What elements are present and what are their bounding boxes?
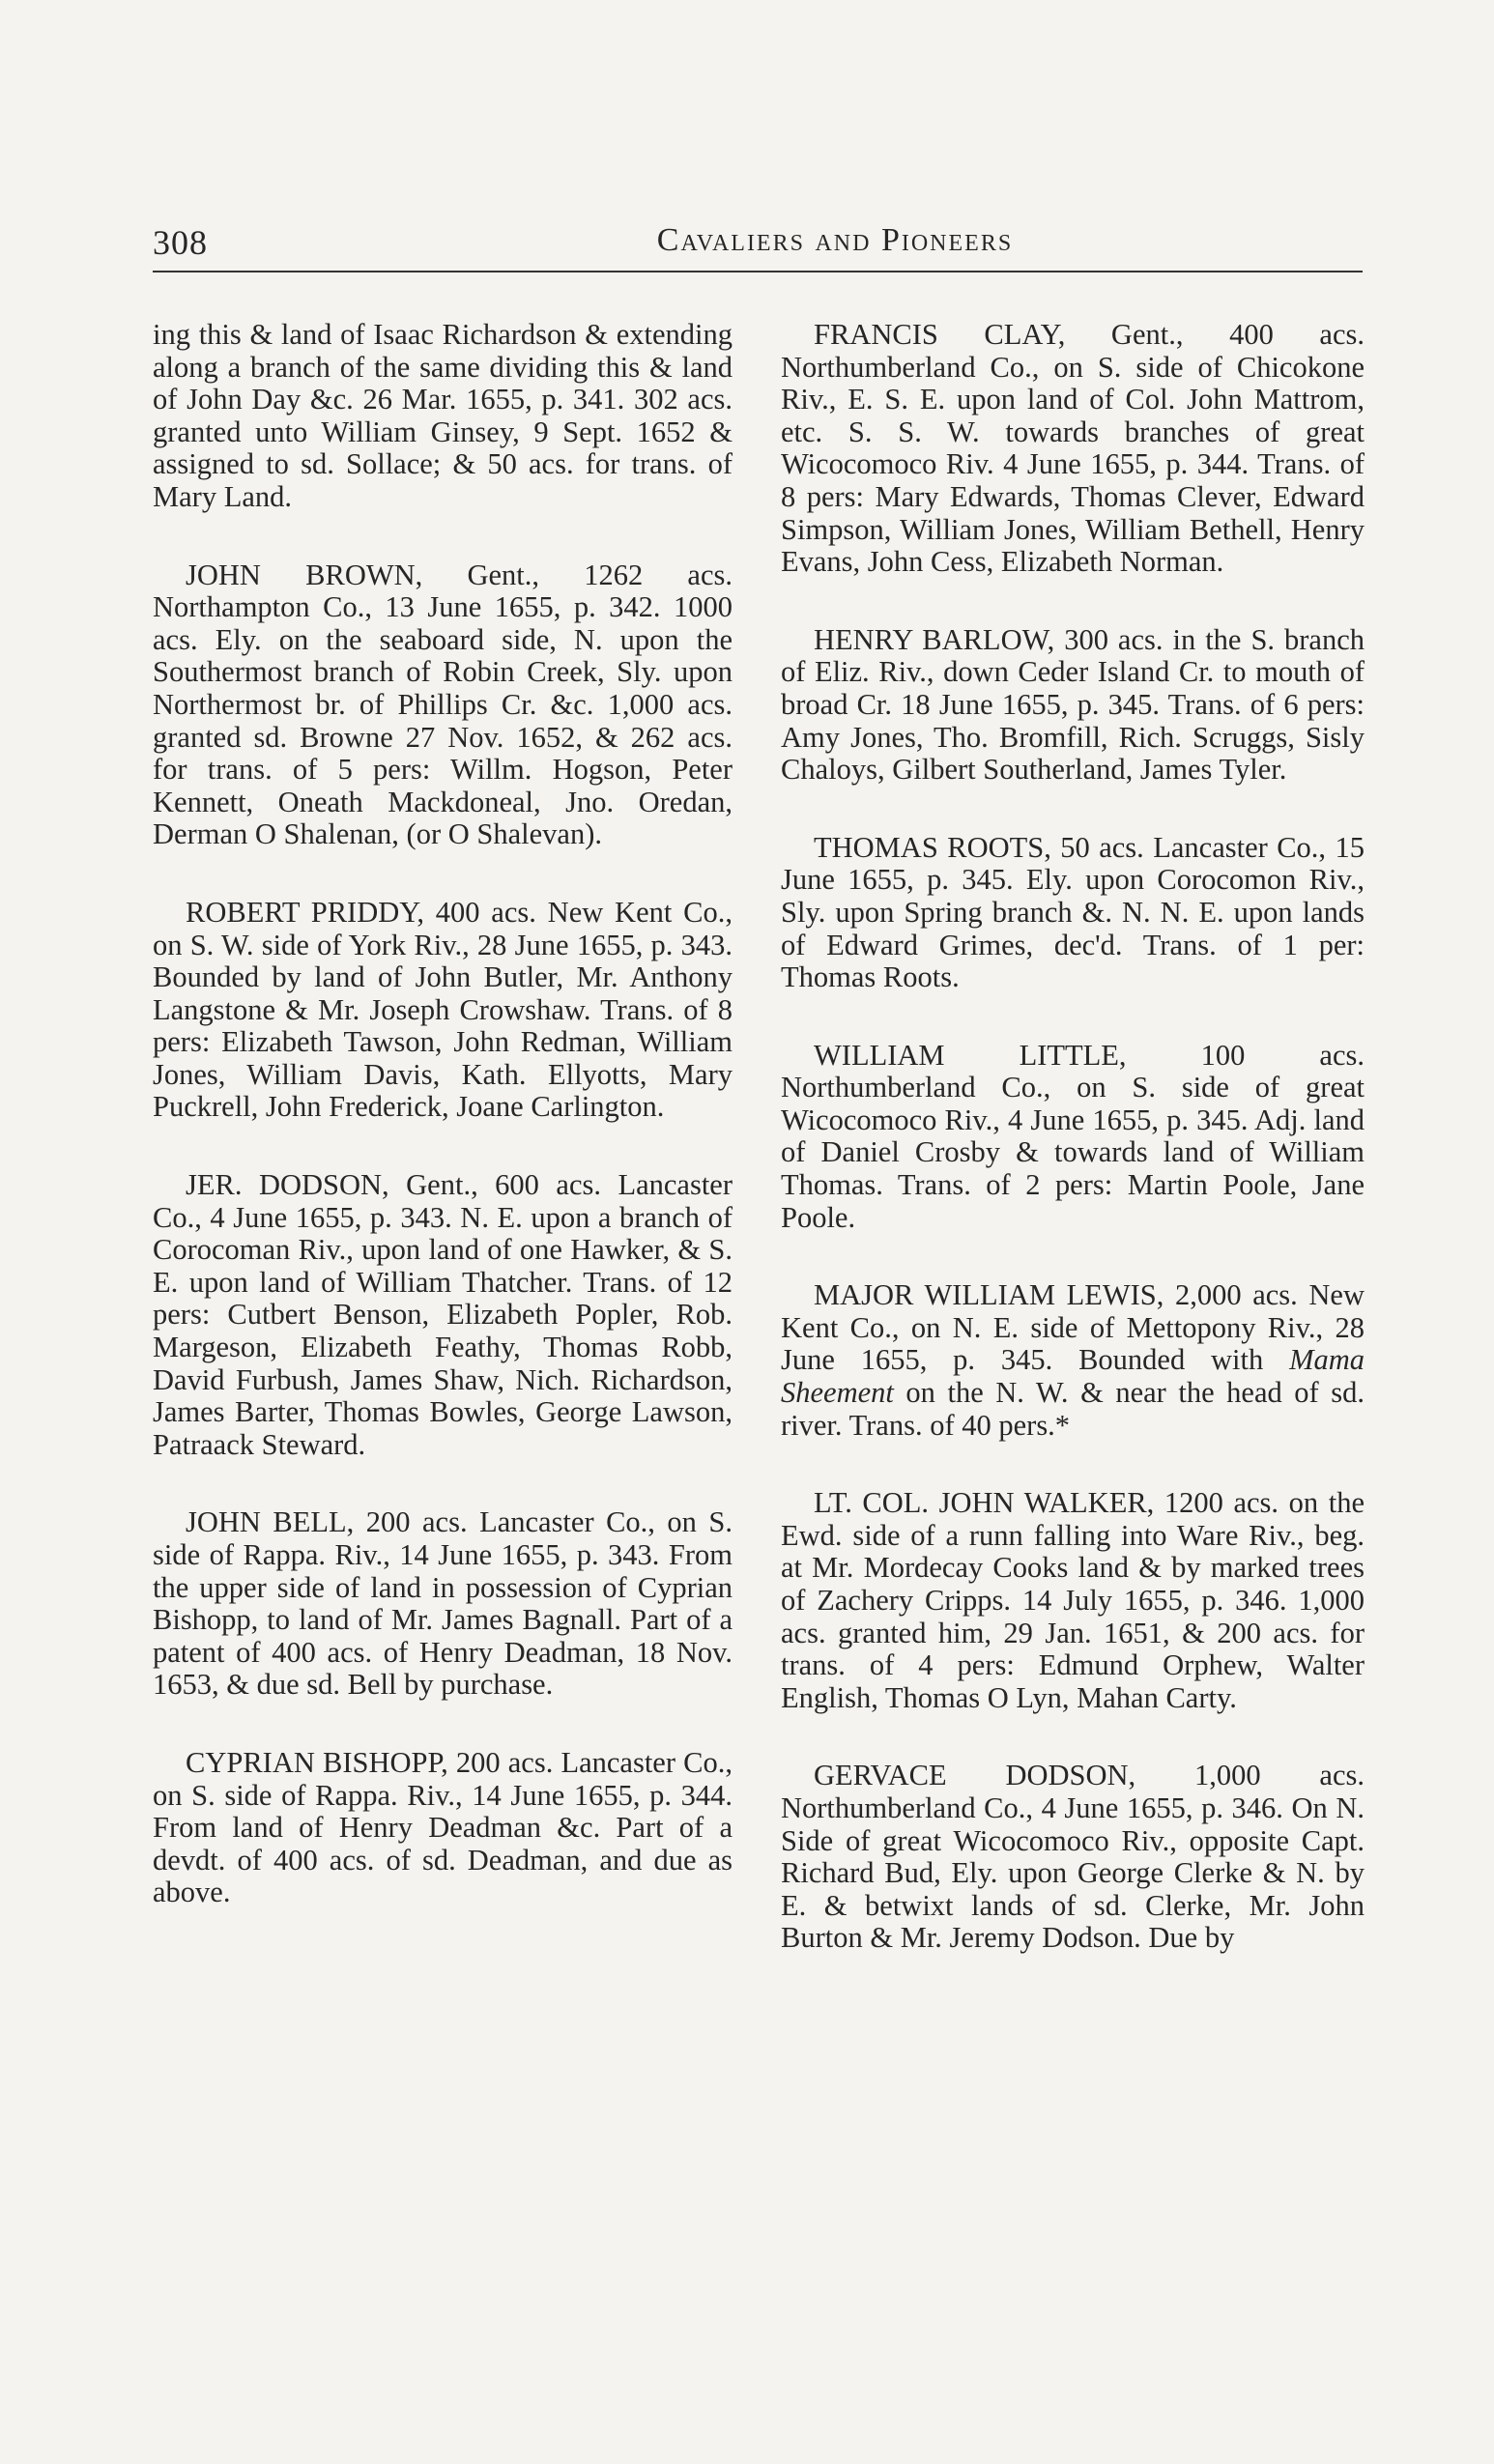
entry-john-walker: LT. COL. JOHN WALKER, 1200 acs. on the Ewd. side of a runn falling into Ware Riv., beg. at Mr. Mordecay Cooks land & by marked trees of Zachery Cripps. 14 July 1655, p. 346. 1,000 acs. granted him, 29 Jan. 1651, & 200 acs. for trans. of 4 pers: Edmund Orphew, Walter English, Thomas O Lyn, Mahan Carty. bbox=[781, 1486, 1365, 1714]
entry-text-before: MAJOR WILLIAM LEWIS, 2,000 acs. New Kent Co., on N. E. side of Mettopony Riv., 28 June 1655, p. 345. Bounded with bbox=[781, 1278, 1365, 1377]
running-title: Cavaliers and Pioneers bbox=[656, 222, 1014, 258]
right-column bbox=[781, 319, 1365, 2000]
entry-henry-barlow: HENRY BARLOW, 300 acs. in the S. branch of Eliz. Riv., down Ceder Island Cr. to mouth of broad Cr. 18 June 1655, p. 345. Trans. of 6 pers: Amy Jones, Tho. Bromfill, Rich. Scruggs, Sisly Chaloys, Gilbert Southerland, James Tyler. bbox=[781, 622, 1365, 787]
left-column bbox=[153, 319, 733, 1955]
entry-john-brown: JOHN BROWN, Gent., 1262 acs. Northampton Co., 13 June 1655, p. 342. 1000 acs. Ely. on the seaboard side, N. upon the Southermost branch of Robin Creek, Sly. upon Northermost br. of Phillips Cr. &c. 1,000 acs. granted sd. Browne 27 Nov. 1652, & 262 acs. for trans. of 5 pers: Willm. Hogson, Peter Kennett, Oneath Mackdoneal, Jno. Oredan, Derman O Shalenan, (or O Shalevan). bbox=[153, 558, 733, 851]
italic-place-name: Mama Sheement bbox=[781, 1343, 1365, 1410]
entry-thomas-roots: THOMAS ROOTS, 50 acs. Lancaster Co., 15 June 1655, p. 345. Ely. upon Corocomon Riv., Sly. upon Spring branch &. N. N. E. upon lands of Edward Grimes, dec'd. Trans. of 1 per: Thomas Roots. bbox=[781, 830, 1365, 994]
entry-major-william-lewis bbox=[781, 1279, 1365, 1442]
entry-robert-priddy: ROBERT PRIDDY, 400 acs. New Kent Co., on S. W. side of York Riv., 28 June 1655, p. 343. Bounded by land of John Butler, Mr. Anthony Langstone & Mr. Joseph Crowshaw. Trans. of 8 pers: Elizabeth Tawson, John Redman, William Jones, William Davis, Kath. Ellyotts, Mary Puckrell, John Frederick, Joane Carlington. bbox=[153, 895, 733, 1124]
entry-william-little: WILLIAM LITTLE, 100 acs. Northumberland Co., on S. side of great Wicocomoco Riv., 4 June 1655, p. 345. Adj. land of Daniel Crosby & towards land of William Thomas. Trans. of 2 pers: Martin Poole, Jane Poole. bbox=[781, 1038, 1365, 1234]
running-header bbox=[153, 215, 1363, 272]
entry-cyprian-bishopp: CYPRIAN BISHOPP, 200 acs. Lancaster Co., on S. side of Rappa. Riv., 14 June 1655, p. 344. From land of Henry Deadman &c. Part of a devdt. of 400 acs. of sd. Deadman, and due as above. bbox=[153, 1745, 733, 1909]
entry-gervace-dodson: GERVACE DODSON, 1,000 acs. Northumberland Co., 4 June 1655, p. 346. On N. Side of great Wicocomoco Riv., opposite Capt. Richard Bud, Ely. upon George Clerke & N. by E. & betwixt lands of sd. Clerke, Mr. John Burton & Mr. Jeremy Dodson. Due by bbox=[781, 1759, 1365, 1955]
entry-continuation: ing this & land of Isaac Richardson & extending along a branch of the same dividing this & land of John Day &c. 26 Mar. 1655, p. 341. 302 acs. granted unto William Ginsey, 9 Sept. 1652 & assigned to sd. Sollace; & 50 acs. for trans. of Mary Land. bbox=[153, 318, 733, 513]
page-number: 308 bbox=[153, 223, 208, 262]
entry-francis-clay: FRANCIS CLAY, Gent., 400 acs. Northumberland Co., on S. side of Chicokone Riv., E. S. E. upon land of Col. John Mattrom, etc. S. S. W. towards branches of great Wicocomoco Riv. 4 June 1655, p. 344. Trans. of 8 pers: Mary Edwards, Thomas Clever, Edward Simpson, William Jones, William Bethell, Henry Evans, John Cess, Elizabeth Norman. bbox=[781, 318, 1365, 579]
entry-text-after: on the N. W. & near the head of sd. river. Trans. of 40 pers.* bbox=[781, 1376, 1365, 1442]
entry-jer-dodson: JER. DODSON, Gent., 600 acs. Lancaster Co., 4 June 1655, p. 343. N. E. upon a branch of Corocoman Riv., upon land of one Hawker, & S. E. upon land of William Thatcher. Trans. of 12 pers: Cutbert Benson, Elizabeth Popler, Rob. Margeson, Elizabeth Feathy, Thomas Robb, David Furbush, James Shaw, Nich. Richardson, James Barter, Thomas Bowles, George Lawson, Patraack Steward. bbox=[153, 1168, 733, 1461]
entry-john-bell: JOHN BELL, 200 acs. Lancaster Co., on S. side of Rappa. Riv., 14 June 1655, p. 343. From the upper side of land in possession of Cyprian Bishopp, to land of Mr. James Bagnall. Part of a patent of 400 acs. of Henry Deadman, 18 Nov. 1653, & due sd. Bell by purchase. bbox=[153, 1505, 733, 1702]
